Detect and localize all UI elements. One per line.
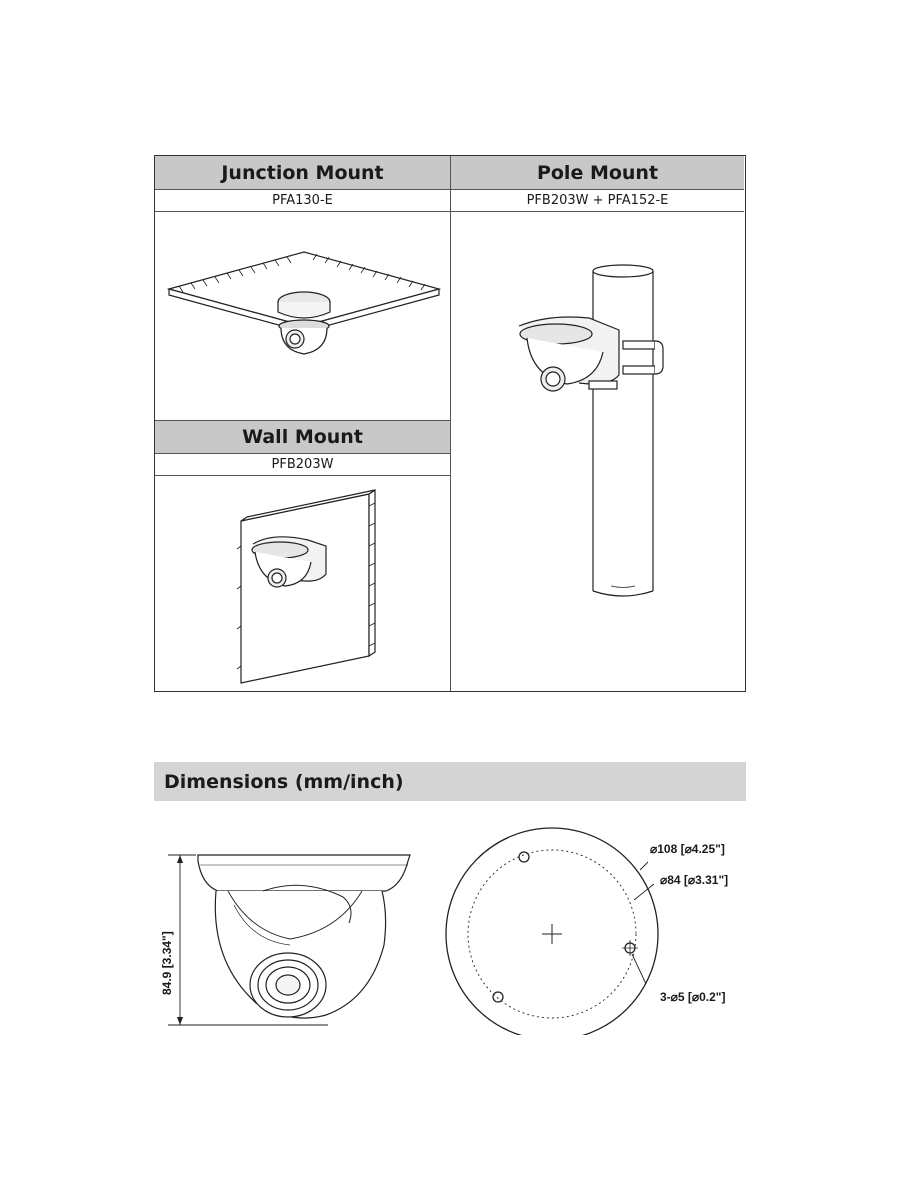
pole-mount-header: Pole Mount	[451, 156, 744, 190]
dimensions-header: Dimensions (mm/inch)	[154, 762, 746, 801]
right-column	[451, 156, 744, 691]
height-dimension-label: 84.9 [3.34"]	[160, 931, 174, 995]
pole-mounted-camera-icon	[511, 256, 681, 611]
bolt-circle-label: ⌀84 [⌀3.31"]	[660, 873, 729, 887]
junction-mount-model: PFA130-E	[155, 190, 450, 212]
camera-top-view-drawing	[440, 820, 660, 1035]
camera-side-view-drawing	[168, 845, 418, 1030]
ceiling-mounted-camera-icon	[159, 244, 444, 362]
wall-mounted-camera-icon	[235, 486, 380, 691]
mounting-holes-label: 3-⌀5 [⌀0.2"]	[660, 990, 726, 1004]
mount-options-table	[154, 155, 746, 692]
wall-mount-model: PFB203W	[155, 454, 450, 476]
pole-mount-model: PFB203W + PFA152-E	[451, 190, 744, 212]
junction-mount-header: Junction Mount	[155, 156, 450, 190]
outer-diameter-label: ⌀108 [⌀4.25"]	[650, 842, 725, 856]
left-column	[155, 156, 451, 691]
wall-mount-header: Wall Mount	[155, 420, 450, 454]
